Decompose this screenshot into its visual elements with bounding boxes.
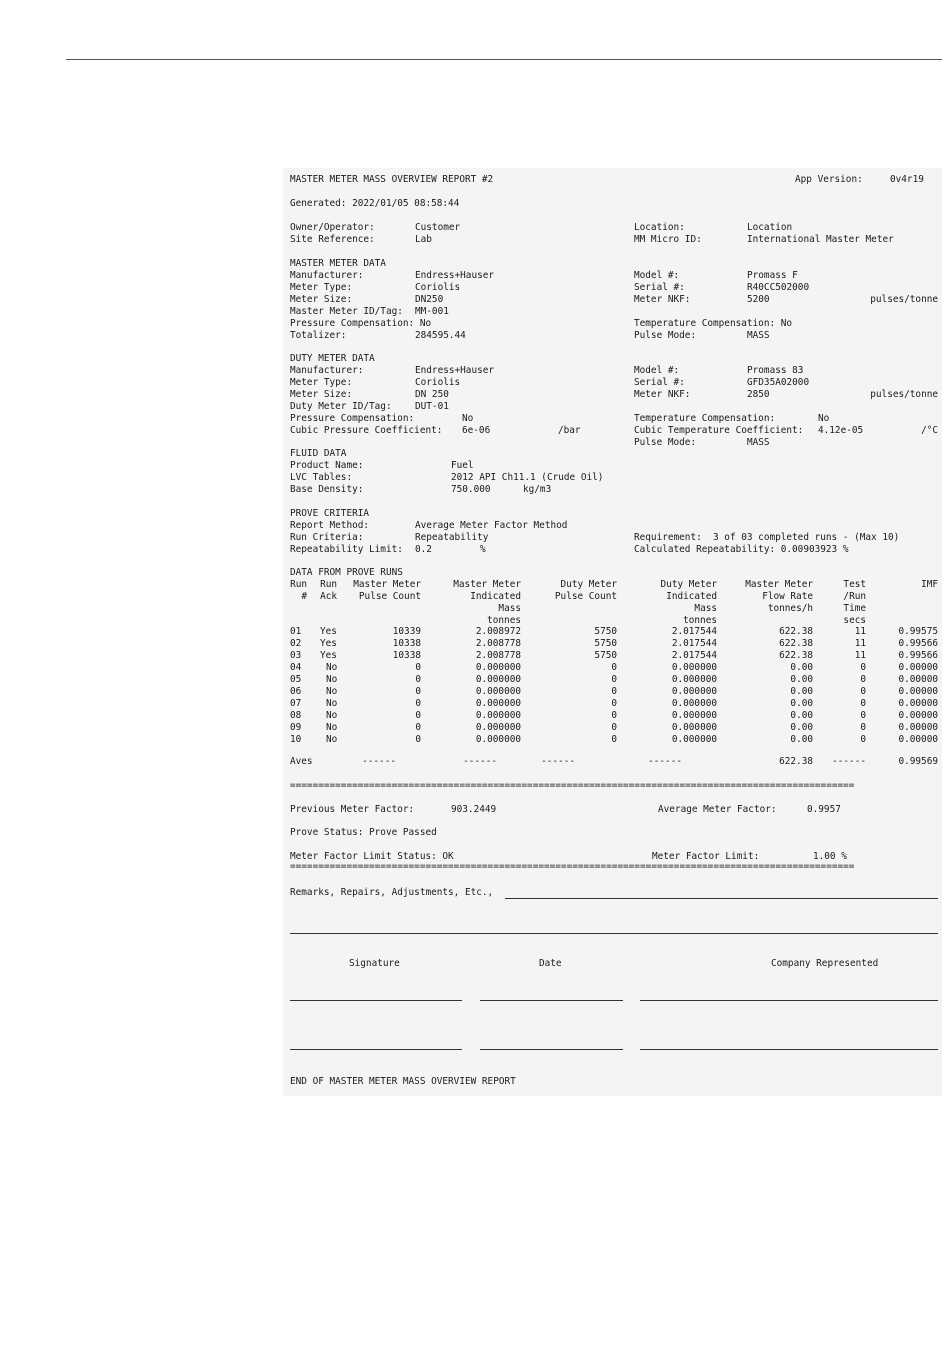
runs-cell: 0	[860, 722, 866, 733]
prove-calc-repeatability: Calculated Repeatability: 0.00903923 %	[634, 544, 849, 555]
runs-col-header: Ack	[320, 591, 337, 602]
runs-cell: 0.000000	[475, 686, 521, 697]
master-temp-comp: Temperature Compensation: No	[634, 318, 793, 329]
runs-cell: 622.38	[779, 638, 813, 649]
runs-col-header: tonnes	[487, 615, 521, 626]
runs-cell: 0.000000	[475, 698, 521, 709]
duty-pressure-comp: No	[462, 413, 474, 424]
location-label: Location:	[634, 222, 685, 233]
aves-cell: ------	[541, 756, 575, 767]
duty-type: Coriolis	[415, 377, 461, 388]
runs-cell: 0	[860, 698, 866, 709]
signature-line-2	[290, 1049, 462, 1050]
report-printout	[283, 168, 942, 1096]
generated-timestamp: Generated: 2022/01/05 08:58:44	[290, 198, 460, 209]
master-totalizer-label: Totalizer:	[290, 330, 347, 341]
runs-col-header: Test	[843, 579, 866, 590]
prove-criteria: Repeatability	[415, 532, 489, 543]
runs-cell: No	[326, 710, 338, 721]
date-line-1	[480, 1000, 623, 1001]
duty-tag: DUT-01	[415, 401, 449, 412]
runs-cell: 0.00	[790, 734, 813, 745]
runs-cell: 0.99566	[898, 650, 938, 661]
runs-cell: 0.00	[790, 710, 813, 721]
prove-heading: PROVE CRITERIA	[290, 508, 370, 519]
signature-line-1	[290, 1000, 462, 1001]
runs-cell: 5750	[594, 626, 617, 637]
master-pressure-comp: Pressure Compensation: No	[290, 318, 432, 329]
fluid-lvc: 2012 API Ch11.1 (Crude Oil)	[451, 472, 604, 483]
master-heading: MASTER METER DATA	[290, 258, 386, 269]
master-serial: R40CC502000	[747, 282, 810, 293]
runs-cell: 0.00	[790, 698, 813, 709]
runs-cell: 0	[860, 674, 866, 685]
runs-cell: 2.017544	[671, 626, 717, 637]
runs-cell: 0	[611, 698, 617, 709]
duty-tag-label: Duty Meter ID/Tag:	[290, 401, 392, 412]
master-nkf-unit: pulses/tonne	[870, 294, 938, 305]
mf-limit-label: Meter Factor Limit:	[652, 851, 760, 862]
master-size: DN250	[415, 294, 444, 305]
master-pulse: MASS	[747, 330, 770, 341]
runs-cell: 0	[611, 710, 617, 721]
runs-cell: 0	[415, 686, 421, 697]
mm-micro-value: International Master Meter	[747, 234, 894, 245]
remarks-line-2	[290, 933, 938, 934]
runs-col-header: Master Meter	[453, 579, 521, 590]
runs-col-header: Master Meter	[745, 579, 813, 590]
runs-cell: 0.00000	[898, 698, 938, 709]
owner-value: Customer	[415, 222, 461, 233]
company-label: Company Represented	[771, 958, 879, 969]
duty-serial: GFD35A02000	[747, 377, 810, 388]
duty-temp-comp-label: Temperature Compensation:	[634, 413, 776, 424]
separator-top: ====================================================================================================	[290, 780, 855, 791]
runs-col-header: Indicated	[470, 591, 521, 602]
master-model-label: Model #:	[634, 270, 680, 281]
runs-cell: 10338	[392, 650, 421, 661]
duty-nkf-label: Meter NKF:	[634, 389, 691, 400]
runs-col-header: Run	[320, 579, 337, 590]
runs-cell: 622.38	[779, 650, 813, 661]
runs-col-header: Pulse Count	[358, 591, 421, 602]
runs-cell: 2.008778	[475, 650, 521, 661]
runs-col-header: Pulse Count	[554, 591, 617, 602]
aves-label: Aves	[290, 756, 313, 767]
duty-cubic-temp-label: Cubic Temperature Coefficient:	[634, 425, 804, 436]
prove-requirement: Requirement: 3 of 03 completed runs - (Max 10)	[634, 532, 900, 543]
master-nkf-label: Meter NKF:	[634, 294, 691, 305]
runs-cell: 622.38	[779, 626, 813, 637]
fluid-product-label: Product Name:	[290, 460, 364, 471]
duty-heading: DUTY METER DATA	[290, 353, 375, 364]
duty-cubic-pressure: 6e-06	[462, 425, 491, 436]
app-version-label: App Version:	[795, 174, 863, 185]
runs-cell: 0	[611, 734, 617, 745]
runs-cell: 0.000000	[671, 662, 717, 673]
runs-col-header: tonnes/h	[767, 603, 813, 614]
runs-cell: 0.00	[790, 662, 813, 673]
runs-cell: 2.017544	[671, 638, 717, 649]
runs-cell: 10	[290, 734, 302, 745]
runs-cell: 2.008778	[475, 638, 521, 649]
runs-heading: DATA FROM PROVE RUNS	[290, 567, 403, 578]
runs-cell: No	[326, 674, 338, 685]
runs-cell: 0.000000	[671, 674, 717, 685]
date-line-2	[480, 1049, 623, 1050]
company-line-1	[640, 1000, 938, 1001]
runs-col-header: Master Meter	[353, 579, 421, 590]
prove-limit-unit: %	[480, 544, 486, 555]
runs-col-header: tonnes	[683, 615, 717, 626]
fluid-density-label: Base Density:	[290, 484, 364, 495]
duty-cubic-pressure-unit: /bar	[558, 425, 581, 436]
runs-cell: 0.00000	[898, 710, 938, 721]
runs-col-header: secs	[843, 615, 866, 626]
runs-cell: 09	[290, 722, 302, 733]
company-line-2	[640, 1049, 938, 1050]
duty-nkf-unit: pulses/tonne	[870, 389, 938, 400]
runs-cell: 2.017544	[671, 650, 717, 661]
duty-nkf: 2850	[747, 389, 770, 400]
aves-cell: ------	[463, 756, 497, 767]
runs-cell: 11	[854, 626, 866, 637]
fluid-product: Fuel	[451, 460, 474, 471]
runs-cell: 01	[290, 626, 302, 637]
aves-cell: 0.99569	[898, 756, 938, 767]
separator-bottom: ====================================================================================================	[290, 861, 855, 872]
owner-label: Owner/Operator:	[290, 222, 375, 233]
fluid-lvc-label: LVC Tables:	[290, 472, 353, 483]
runs-cell: 0.00	[790, 722, 813, 733]
aves-cell: ------	[648, 756, 682, 767]
runs-cell: 0.00000	[898, 686, 938, 697]
avg-mf-label: Average Meter Factor:	[658, 804, 777, 815]
runs-cell: 0	[611, 686, 617, 697]
runs-col-header: Mass	[694, 603, 717, 614]
duty-cubic-temp: 4.12e-05	[818, 425, 864, 436]
avg-mf-value: 0.9957	[807, 804, 841, 815]
aves-cell: ------	[832, 756, 866, 767]
prove-method-label: Report Method:	[290, 520, 370, 531]
runs-col-header: Run	[290, 579, 307, 590]
runs-cell: 0.000000	[475, 722, 521, 733]
runs-cell: 0.00000	[898, 662, 938, 673]
runs-cell: 11	[854, 650, 866, 661]
runs-cell: 0	[611, 674, 617, 685]
master-type-label: Meter Type:	[290, 282, 353, 293]
runs-cell: 0	[415, 710, 421, 721]
runs-col-header: /Run	[843, 591, 866, 602]
runs-cell: No	[326, 662, 338, 673]
runs-col-header: IMF	[921, 579, 938, 590]
master-model: Promass F	[747, 270, 798, 281]
duty-pulse: MASS	[747, 437, 770, 448]
runs-col-header: Indicated	[666, 591, 717, 602]
signature-label: Signature	[349, 958, 400, 969]
runs-cell: 0	[860, 686, 866, 697]
location-value: Location	[747, 222, 793, 233]
runs-cell: 0	[415, 698, 421, 709]
runs-cell: 0	[415, 734, 421, 745]
runs-cell: No	[326, 686, 338, 697]
master-type: Coriolis	[415, 282, 461, 293]
duty-pulse-label: Pulse Mode:	[634, 437, 697, 448]
runs-cell: 0	[415, 662, 421, 673]
runs-cell: 03	[290, 650, 302, 661]
master-tag-label: Master Meter ID/Tag:	[290, 306, 403, 317]
runs-cell: 0.99566	[898, 638, 938, 649]
runs-cell: 0	[415, 722, 421, 733]
runs-cell: 07	[290, 698, 302, 709]
runs-cell: 0.000000	[475, 710, 521, 721]
date-label: Date	[539, 958, 562, 969]
runs-cell: 0.00	[790, 674, 813, 685]
runs-cell: 04	[290, 662, 302, 673]
runs-cell: 0.00000	[898, 722, 938, 733]
runs-cell: 0.000000	[671, 710, 717, 721]
duty-size: DN 250	[415, 389, 449, 400]
runs-cell: 5750	[594, 638, 617, 649]
runs-cell: 0.000000	[475, 662, 521, 673]
runs-cell: 10339	[392, 626, 421, 637]
duty-manufacturer: Endress+Hauser	[415, 365, 495, 376]
duty-model: Promass 83	[747, 365, 804, 376]
duty-model-label: Model #:	[634, 365, 680, 376]
prove-limit-label: Repeatability Limit:	[290, 544, 403, 555]
runs-cell: 0	[611, 662, 617, 673]
runs-cell: 5750	[594, 650, 617, 661]
runs-cell: 0.000000	[671, 686, 717, 697]
site-value: Lab	[415, 234, 432, 245]
prev-mf-label: Previous Meter Factor:	[290, 804, 415, 815]
runs-col-header: Mass	[498, 603, 521, 614]
duty-cubic-pressure-label: Cubic Pressure Coefficient:	[290, 425, 443, 436]
prove-status: Prove Status: Prove Passed	[290, 827, 437, 838]
master-manufacturer: Endress+Hauser	[415, 270, 495, 281]
runs-cell: 08	[290, 710, 302, 721]
master-serial-label: Serial #:	[634, 282, 685, 293]
fluid-density: 750.000	[451, 484, 491, 495]
duty-size-label: Meter Size:	[290, 389, 353, 400]
runs-cell: No	[326, 722, 338, 733]
aves-cell: 622.38	[779, 756, 813, 767]
mm-micro-label: MM Micro ID:	[634, 234, 702, 245]
master-nkf: 5200	[747, 294, 770, 305]
runs-cell: 11	[854, 638, 866, 649]
runs-cell: 0.000000	[475, 674, 521, 685]
runs-col-header: #	[301, 591, 307, 602]
runs-cell: 0.000000	[671, 734, 717, 745]
app-version-value: 0v4r19	[890, 174, 924, 185]
duty-serial-label: Serial #:	[634, 377, 685, 388]
end-of-report: END OF MASTER METER MASS OVERVIEW REPORT	[290, 1076, 516, 1087]
runs-cell: 0	[860, 734, 866, 745]
duty-type-label: Meter Type:	[290, 377, 353, 388]
prove-limit: 0.2	[415, 544, 432, 555]
runs-col-header: Flow Rate	[762, 591, 813, 602]
fluid-density-unit: kg/m3	[523, 484, 552, 495]
runs-cell: No	[326, 698, 338, 709]
prove-method: Average Meter Factor Method	[415, 520, 568, 531]
page-top-rule	[66, 59, 942, 60]
runs-cell: 0	[611, 722, 617, 733]
fluid-heading: FLUID DATA	[290, 448, 347, 459]
duty-pressure-comp-label: Pressure Compensation:	[290, 413, 415, 424]
remarks-label: Remarks, Repairs, Adjustments, Etc.,	[290, 887, 494, 898]
site-label: Site Reference:	[290, 234, 375, 245]
master-manufacturer-label: Manufacturer:	[290, 270, 364, 281]
runs-cell: 0.00	[790, 686, 813, 697]
aves-cell: ------	[362, 756, 396, 767]
runs-col-header: Duty Meter	[560, 579, 617, 590]
runs-cell: 2.008972	[475, 626, 521, 637]
runs-cell: 02	[290, 638, 302, 649]
duty-temp-comp: No	[818, 413, 830, 424]
runs-cell: 06	[290, 686, 302, 697]
runs-cell: 0	[860, 710, 866, 721]
runs-cell: Yes	[320, 626, 337, 637]
prove-criteria-label: Run Criteria:	[290, 532, 364, 543]
runs-cell: 0	[860, 662, 866, 673]
prev-mf-value: 903.2449	[451, 804, 497, 815]
mf-limit-status: Meter Factor Limit Status: OK	[290, 851, 454, 862]
master-size-label: Meter Size:	[290, 294, 353, 305]
runs-cell: 0.000000	[475, 734, 521, 745]
runs-cell: Yes	[320, 638, 337, 649]
duty-manufacturer-label: Manufacturer:	[290, 365, 364, 376]
master-tag: MM-001	[415, 306, 449, 317]
runs-cell: 0	[415, 674, 421, 685]
master-pulse-label: Pulse Mode:	[634, 330, 697, 341]
runs-cell: 0.00000	[898, 674, 938, 685]
runs-cell: 0.00000	[898, 734, 938, 745]
runs-cell: 0.000000	[671, 722, 717, 733]
runs-col-header: Duty Meter	[660, 579, 717, 590]
runs-cell: 10338	[392, 638, 421, 649]
runs-cell: 05	[290, 674, 302, 685]
remarks-line	[505, 898, 938, 899]
runs-col-header: Time	[843, 603, 866, 614]
mf-limit-value: 1.00 %	[813, 851, 847, 862]
duty-cubic-temp-unit: /°C	[921, 425, 938, 436]
runs-cell: No	[326, 734, 338, 745]
runs-cell: 0.99575	[898, 626, 938, 637]
master-totalizer: 284595.44	[415, 330, 466, 341]
runs-cell: 0.000000	[671, 698, 717, 709]
runs-cell: Yes	[320, 650, 337, 661]
report-title: MASTER METER MASS OVERVIEW REPORT #2	[290, 174, 494, 185]
